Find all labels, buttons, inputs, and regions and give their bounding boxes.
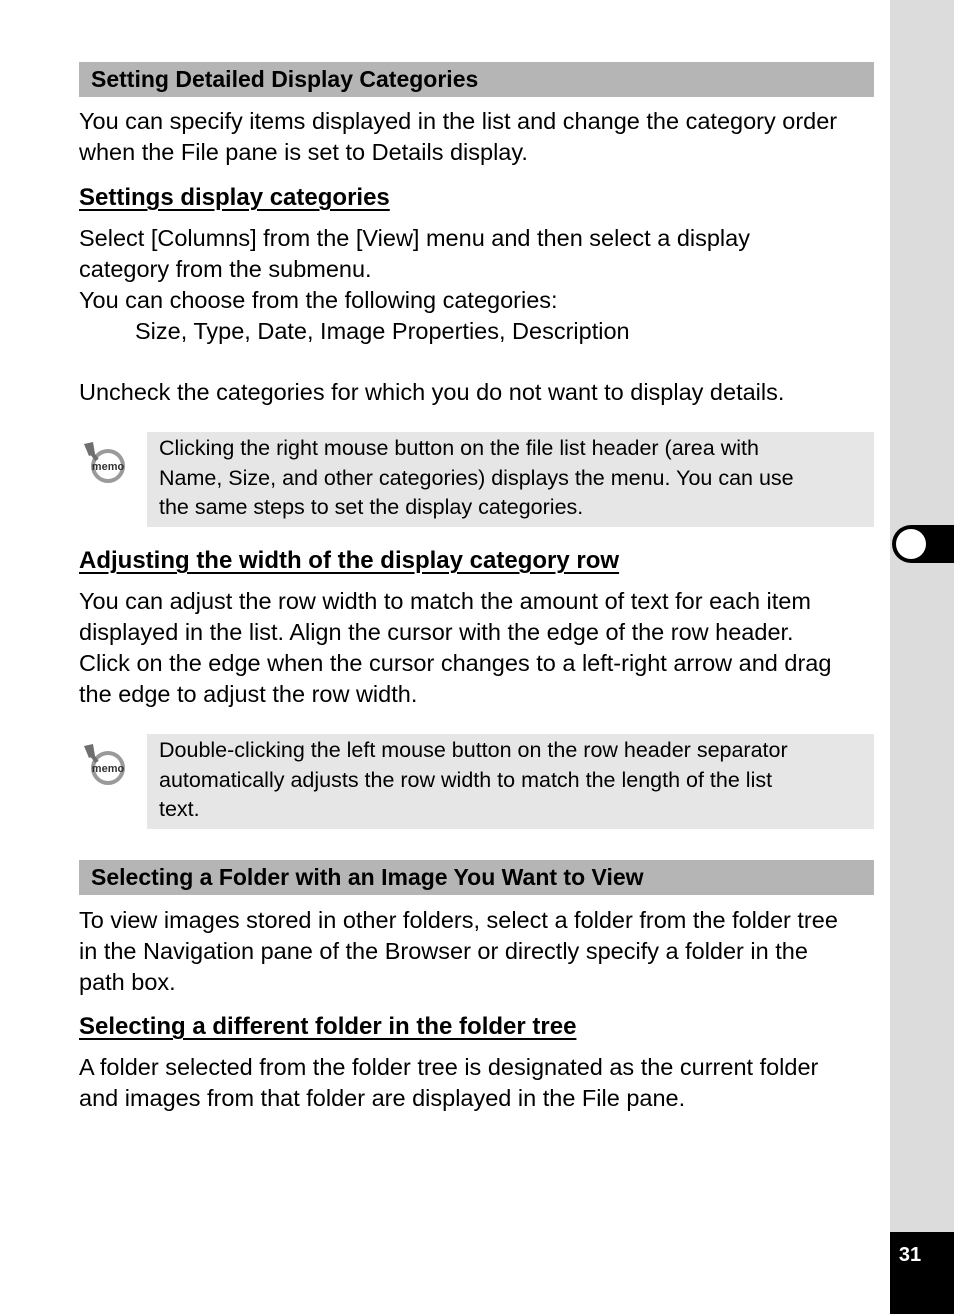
subheading-adjusting-row-width: Adjusting the width of the display category row [79, 547, 620, 574]
memo-line: automatically adjusts the row width to match the length of the list [159, 767, 773, 792]
memo-icon [79, 740, 133, 786]
chapter-tab-marker [896, 529, 926, 559]
body-adjusting-row-width [79, 586, 874, 710]
text-line: when the File pane is set to Details display. [79, 139, 528, 165]
body-settings-display-categories [79, 223, 874, 347]
text-line: To view images stored in other folders, select a folder from the folder tree [79, 907, 838, 933]
memo-box [147, 432, 874, 527]
memo-line: Name, Size, and other categories) displays the menu. You can use [159, 465, 794, 490]
uncheck-instruction: Uncheck the categories for which you do not want to display details. [79, 379, 785, 405]
subheading-settings-display-categories: Settings display categories [79, 184, 390, 211]
section-intro-selecting-folder [79, 905, 874, 998]
text-line: in the Navigation pane of the Browser or directly specify a folder in the [79, 938, 808, 964]
text-line: and images from that folder are displayed in the File pane. [79, 1085, 686, 1111]
subheading-selecting-folder-tree: Selecting a different folder in the folder tree [79, 1013, 577, 1040]
memo-icon [79, 438, 133, 484]
memo-line: the same steps to set the display categories. [159, 495, 584, 519]
chapter-sidebar [890, 0, 954, 1314]
category-list: Size, Type, Date, Image Properties, Description [135, 318, 630, 344]
section-intro-display-categories [79, 106, 874, 168]
text-line: displayed in the list. Align the cursor with the edge of the row header. [79, 619, 794, 645]
text-line: You can specify items displayed in the list and change the category order [79, 108, 838, 134]
text-line: Click on the edge when the cursor changes to a left-right arrow and drag [79, 650, 832, 676]
text-line: path box. [79, 969, 176, 995]
memo-line: text. [159, 797, 200, 821]
page-number-box [890, 1232, 954, 1314]
text-line: the edge to adjust the row width. [79, 681, 418, 707]
section-band-selecting-folder: Selecting a Folder with an Image You Want to View [79, 860, 874, 895]
text-line: You can choose from the following categories: [79, 287, 558, 313]
memo-line: Double-clicking the left mouse button on the row header separator [159, 738, 788, 762]
memo-icon-label: memo [91, 763, 125, 775]
memo-line: Clicking the right mouse button on the file list header (area with [159, 436, 759, 460]
chapter-tab [892, 525, 954, 563]
body-selecting-folder-tree [79, 1052, 874, 1114]
text-line: Select [Columns] from the [View] menu and then select a display [79, 225, 750, 251]
memo-box [147, 734, 874, 829]
text-line: category from the submenu. [79, 256, 372, 282]
text-line: You can adjust the row width to match the amount of text for each item [79, 588, 811, 614]
section-band-display-categories: Setting Detailed Display Categories [79, 62, 874, 97]
memo-icon-label: memo [91, 461, 125, 473]
page-number: 31 [898, 1244, 922, 1266]
text-line: A folder selected from the folder tree is designated as the current folder [79, 1054, 819, 1080]
